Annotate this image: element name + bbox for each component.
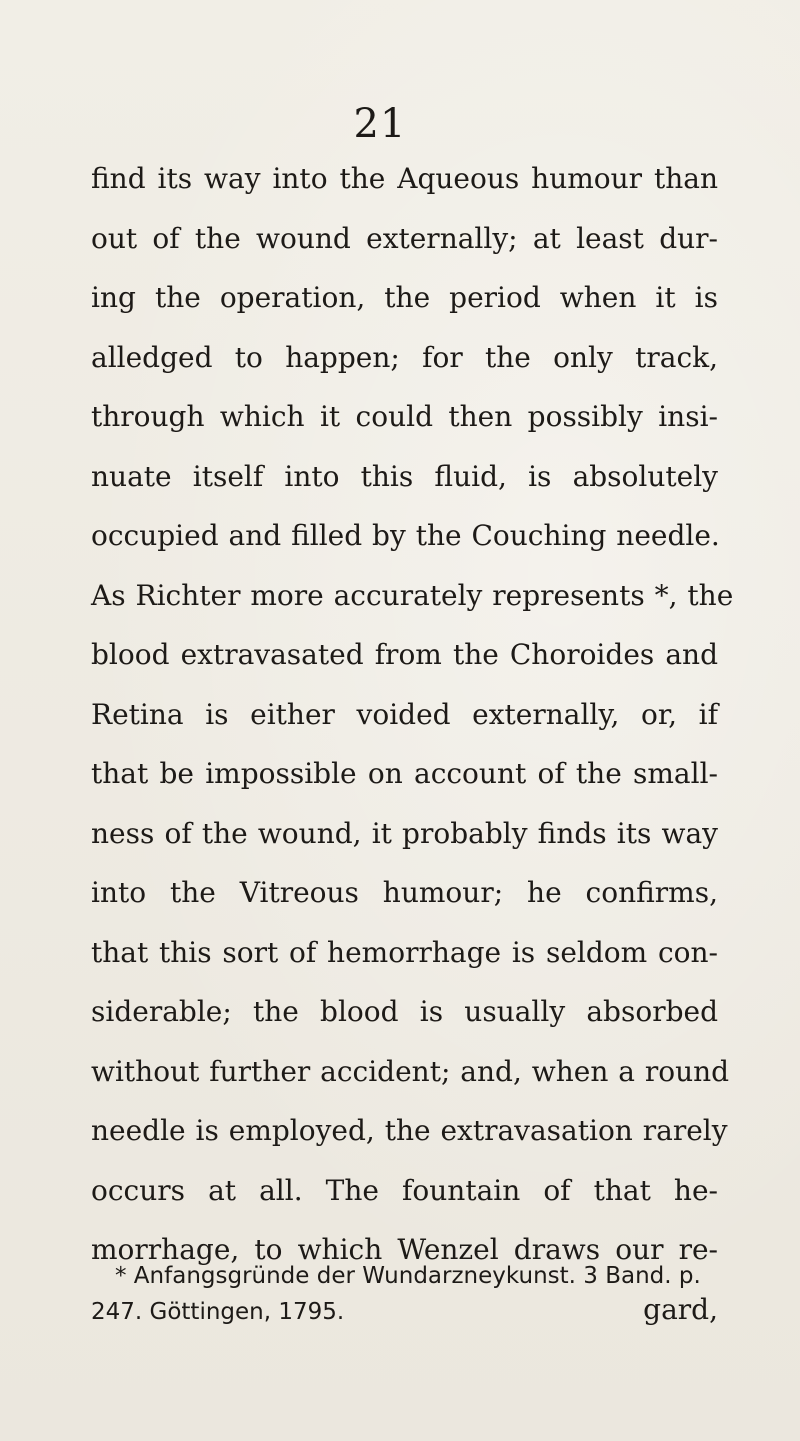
text-line: blood extravasated from the Choroides and — [91, 638, 718, 671]
footnote-line: * Anfangsgründe der Wundarzneykunst. 3 Band. p. — [115, 1263, 701, 1289]
text-line: that be impossible on account of the small- — [91, 757, 718, 790]
text-line: Retina is either voided externally, or, if — [91, 697, 718, 731]
text-line: As Richter more accurately represents *, the — [91, 578, 734, 612]
text-line: needle is employed, the extravasation rarely — [91, 1114, 728, 1147]
text-line: nuate itself into this fluid, is absolutely — [91, 459, 718, 493]
text-line: occurs at all. The fountain of that he- — [91, 1173, 718, 1207]
text-line: that this sort of hemorrhage is seldom con- — [91, 935, 718, 969]
text-line: without further accident; and, when a round — [91, 1054, 730, 1088]
text-line: morrhage, to which Wenzel draws our re- — [91, 1233, 718, 1266]
text-line: ing the operation, the period when it is — [91, 281, 718, 314]
text-line: ness of the wound, it probably finds its way — [91, 816, 718, 850]
catchword-line: gard, — [643, 1292, 718, 1326]
text-line: siderable; the blood is usually absorbed — [91, 995, 718, 1028]
footnote-line: 247. Göttingen, 1795. — [91, 1299, 345, 1325]
text-line: into the Vitreous humour; he confirms, — [91, 876, 718, 909]
text-line: find its way into the Aqueous humour than — [91, 162, 718, 195]
text-line: out of the wound externally; at least dur- — [91, 221, 718, 255]
text-line: occupied and filled by the Couching needle. — [91, 519, 720, 552]
footnote — [91, 1258, 721, 1330]
text-line: through which it could then possibly insi- — [91, 400, 718, 433]
page-number: 21 — [353, 101, 407, 147]
body-text — [91, 149, 734, 1339]
text-line: alledged to happen; for the only track, — [91, 340, 718, 374]
